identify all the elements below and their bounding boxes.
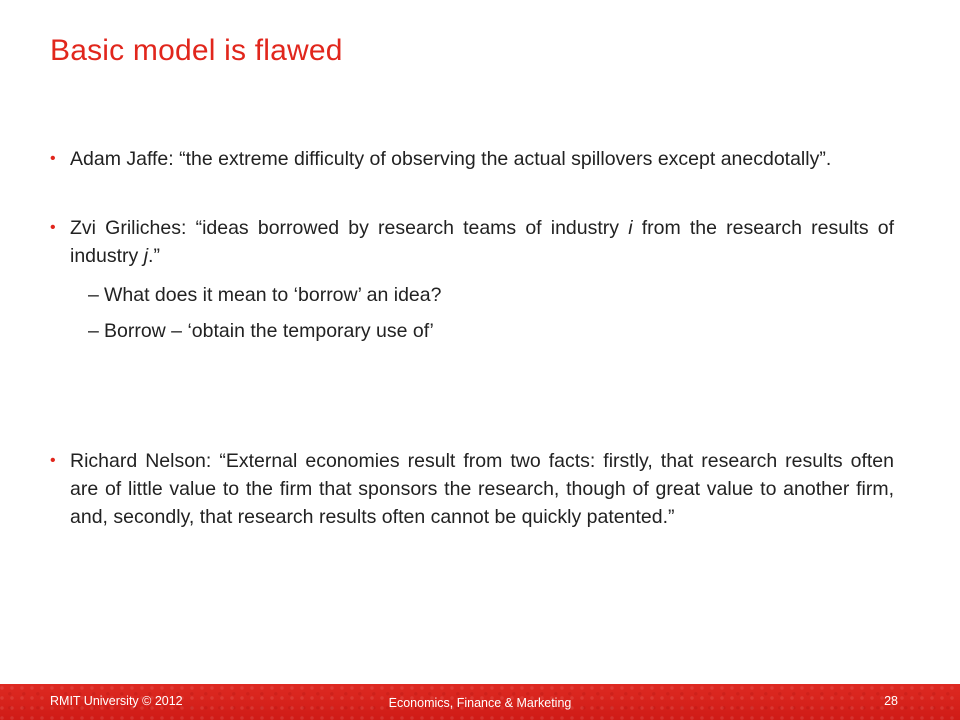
bullet-adam-jaffe [50, 145, 894, 173]
sub-bullet-text: Borrow – ‘obtain the temporary use of’ [104, 320, 434, 342]
slide-title: Basic model is flawed [50, 34, 343, 67]
sub-bullet-borrow-question [88, 281, 441, 309]
sub-bullet-borrow-definition [88, 317, 434, 345]
industry-j-variable: j [143, 245, 149, 267]
bullet-text: Richard Nelson: “External economies result from two facts: firstly, that research results often are of little value to the firm that sponsors the research, though of great value to another firm, and, secondly, that research results often cannot be quickly patented.” [70, 450, 894, 528]
page-number: 28 [884, 694, 898, 708]
bullet-marker: • [50, 452, 56, 469]
bullet-text [70, 214, 894, 270]
footer-copyright: RMIT University © 2012 [50, 694, 183, 708]
bullet-text: Adam Jaffe: “the extreme difficulty of observing the actual spillovers except anecdotally”. [70, 148, 832, 170]
sub-bullet-text: What does it mean to ‘borrow’ an idea? [104, 284, 442, 306]
footer-bar [0, 684, 960, 720]
bullet-zvi-griliches [50, 214, 894, 270]
industry-i-variable: i [628, 217, 633, 239]
bullet-text-part: Zvi Griliches: “ideas borrowed by research teams of industry [70, 217, 629, 239]
bullet-text-part: .” [148, 245, 160, 267]
bullet-marker: • [50, 219, 56, 236]
bullet-richard-nelson [50, 447, 894, 531]
bullet-text-part: from the research results of industry [70, 217, 895, 267]
sub-bullet-marker: – [88, 284, 99, 306]
bullet-marker: • [50, 150, 56, 167]
sub-bullet-marker: – [88, 320, 99, 342]
footer-department: Economics, Finance & Marketing [388, 696, 572, 710]
